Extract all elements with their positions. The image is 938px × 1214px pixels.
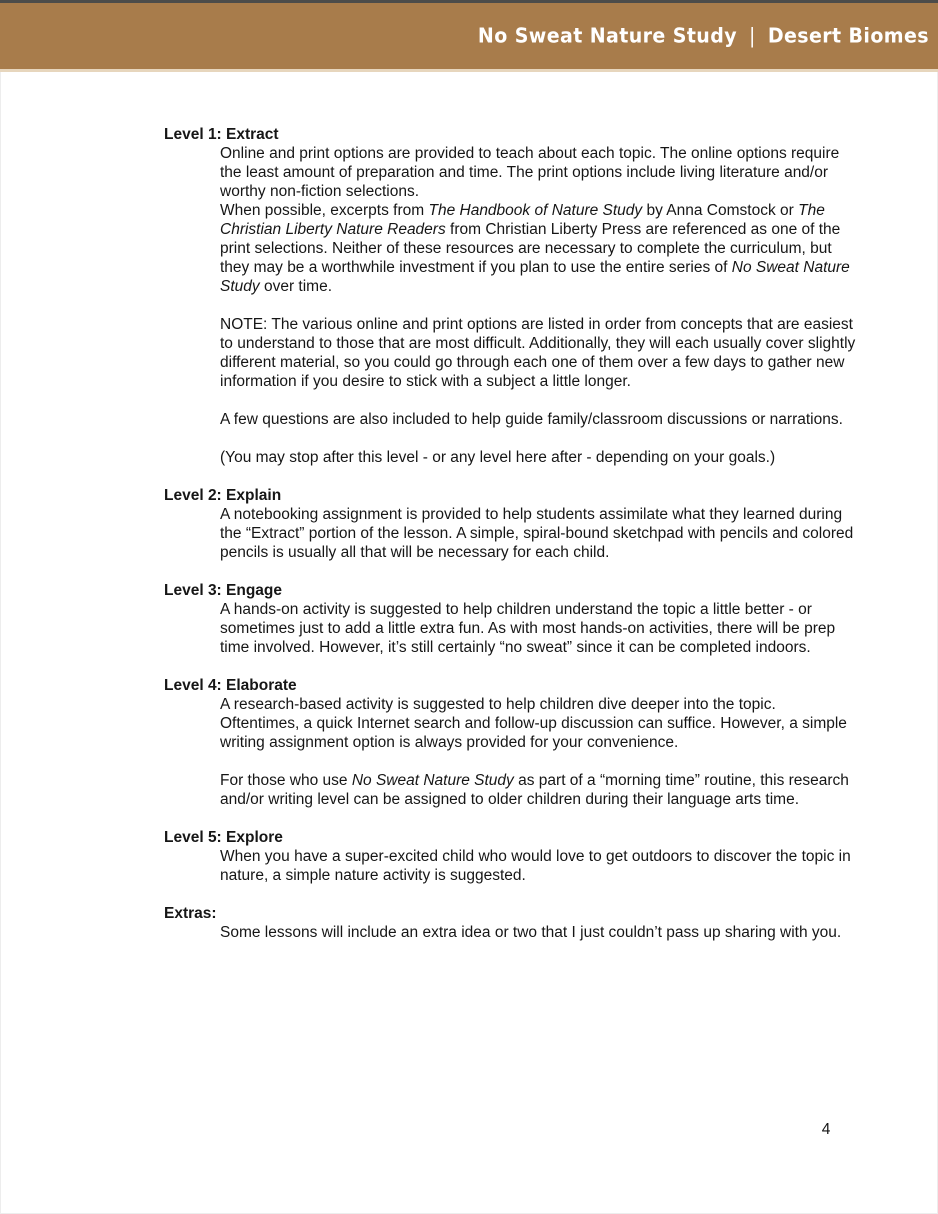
paragraph (164, 771, 858, 809)
book-title-italic: No Sweat Nature Study (220, 259, 850, 295)
text-run: For those who use (220, 772, 352, 789)
text-run: A notebooking assignment is provided to help students assimilate what they learned during the “Extract” portion of the lesson. A simple, spiral-bound sketchpad with pencils and colored pencils is usually all that will be necessary for each child. (220, 506, 854, 561)
text-run: A few questions are also included to help guide family/classroom discussions or narrations. (220, 411, 843, 428)
header-title (478, 24, 929, 48)
section-heading: Level 3: Engage (164, 582, 283, 599)
book-title-italic: The Handbook of Nature Study (428, 202, 643, 219)
text-run: A hands-on activity is suggested to help children understand the topic a little better - or sometimes just to add a little extra fun. As with most hands-on activities, there will be prep time involved. However, it’s still certainly “no sweat” since it can be completed indoors. (220, 601, 836, 656)
book-title-italic: No Sweat Nature Study (351, 772, 514, 789)
paragraph (164, 201, 858, 296)
document-section (164, 904, 858, 942)
text-run: NOTE: The various online and print options are listed in order from concepts that are easiest to understand to those that are most difficult. Additionally, they will each usually cover slightly different material, so you could go through each one of them over a few days to gather new information if you desire to stick with a subject a little longer. (220, 316, 856, 390)
document-section (164, 676, 858, 809)
paragraph (164, 923, 858, 942)
document-section (164, 125, 858, 467)
section-heading: Extras: (164, 905, 217, 922)
paragraph (164, 315, 858, 391)
document-section (164, 828, 858, 885)
document-section (164, 581, 858, 657)
text-run: as part of a “morning time” routine, this research and/or writing level can be assigned to older children during their language arts time. (220, 772, 849, 808)
section-heading: Level 1: Extract (164, 126, 279, 143)
text-run: Online and print options are provided to teach about each topic. The online options require the least amount of preparation and time. The print options include living literature and/or worthy non-fiction selections. (220, 145, 840, 200)
section-heading: Level 5: Explore (164, 829, 283, 846)
text-run: by Anna Comstock or (642, 202, 799, 219)
document-body (164, 125, 858, 942)
paragraph (164, 410, 858, 429)
section-heading: Level 4: Elaborate (164, 677, 297, 694)
text-run: A research-based activity is suggested to help children dive deeper into the topic. Oftentimes, a quick Internet search and follow-up discussion can suffice. However, a simple writing assignment option is always provided for your convenience. (220, 696, 847, 751)
text-run: (You may stop after this level - or any level here after - depending on your goals.) (220, 449, 776, 466)
text-run: over time. (259, 278, 332, 295)
paragraph (164, 448, 858, 467)
paragraph (164, 505, 858, 562)
text-run: When you have a super-excited child who would love to get outdoors to discover the topic in nature, a simple nature activity is suggested. (220, 848, 851, 884)
header-bottom-line (0, 69, 938, 72)
paragraph (164, 695, 858, 752)
paragraph (164, 144, 858, 201)
book-title-italic: The Christian Liberty Nature Readers (220, 202, 825, 238)
document-section (164, 486, 858, 562)
text-run: When possible, excerpts from (220, 202, 429, 219)
header-title-topic: Desert Biomes (767, 24, 929, 48)
header-bar (0, 3, 938, 69)
page-header-banner (0, 0, 938, 72)
page-number: 4 (821, 1121, 831, 1138)
paragraph (164, 600, 858, 657)
text-run: Some lessons will include an extra idea or two that I just couldn’t pass up sharing with you. (220, 924, 842, 941)
section-heading: Level 2: Explain (164, 487, 282, 504)
paragraph (164, 847, 858, 885)
text-run: from Christian Liberty Press are referenced as one of the print selections. Neither of these resources are necessary to complete the curriculum, but they may be a worthwhile investment if you plan to use the entire series of (220, 221, 841, 276)
header-title-separator: | (749, 24, 756, 48)
header-title-series: No Sweat Nature Study (477, 24, 738, 48)
